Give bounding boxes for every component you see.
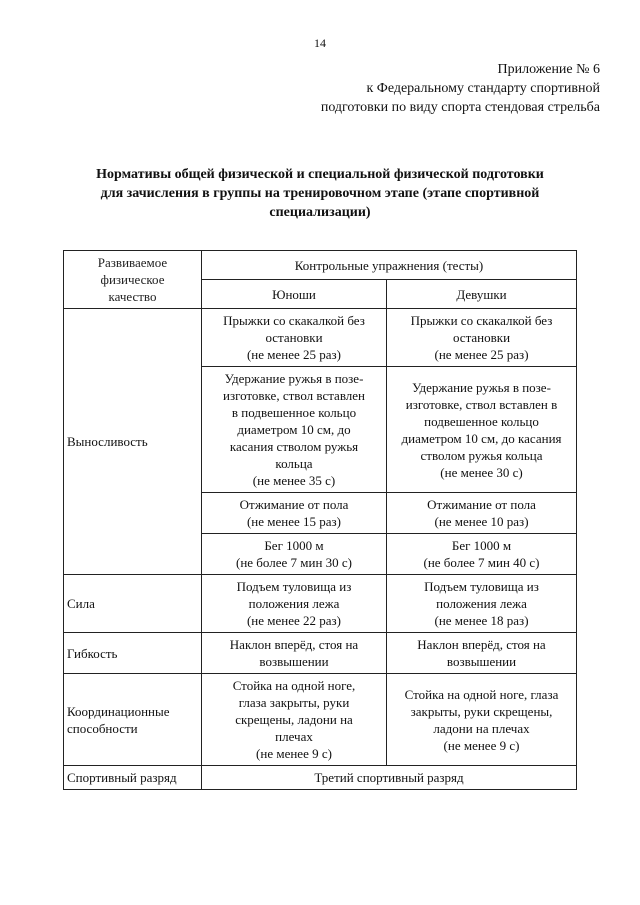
cell-line: Бег 1000 м xyxy=(264,538,324,553)
girls-cell xyxy=(387,575,577,633)
quality-coordination-cell xyxy=(64,674,202,766)
boys-cell xyxy=(202,534,387,575)
table-row xyxy=(64,575,577,633)
cell-line: изготовке, ствол вставлен в xyxy=(405,396,558,412)
cell-line: (не менее 9 с) xyxy=(256,746,332,761)
cell-line: диаметром 10 см, до xyxy=(237,422,351,437)
cell-line: Подъем туловища из xyxy=(236,579,352,594)
page-number: 14 xyxy=(314,36,326,50)
cell-line: Координационные xyxy=(67,703,170,719)
norms-table xyxy=(63,250,577,790)
cell-line: Бег 1000 м xyxy=(451,538,512,553)
cell-line: изготовке, ствол вставлен xyxy=(222,388,366,403)
cell-line: Отжимание от пола xyxy=(239,497,349,512)
boys-cell xyxy=(202,633,387,674)
document-title xyxy=(60,165,580,222)
cell-line: (не менее 25 раз) xyxy=(246,347,342,362)
table-row xyxy=(64,674,577,766)
girls-cell xyxy=(387,534,577,575)
header-quality-line: Развиваемое xyxy=(97,255,168,270)
header-tests-cell: Контрольные упражнения (тесты) xyxy=(202,251,577,280)
cell-line: (не менее 10 раз) xyxy=(434,514,529,529)
table-row xyxy=(64,633,577,674)
cell-line: глаза закрыты, руки xyxy=(238,695,350,710)
cell-line: скрещены, ладони на xyxy=(235,712,353,727)
table-row xyxy=(64,309,577,367)
quality-endurance-cell: Выносливость xyxy=(64,309,202,575)
girls-cell xyxy=(387,674,577,766)
cell-line: подвешенное кольцо xyxy=(424,413,539,429)
cell-line: в подвешенное кольцо xyxy=(231,405,357,420)
cell-line: (не менее 15 раз) xyxy=(246,514,342,529)
cell-line: Прыжки со скакалкой без xyxy=(410,313,553,328)
cell-line: диаметром 10 см, до касания xyxy=(401,430,562,446)
cell-line: (не менее 35 с) xyxy=(252,473,336,488)
cell-line: остановки xyxy=(265,330,323,345)
cell-line: (не менее 9 с) xyxy=(443,737,520,753)
cell-line: стволом ружья кольца xyxy=(420,447,543,463)
quality-rank-cell: Спортивный разряд xyxy=(64,766,202,790)
cell-line: (не менее 22 раз) xyxy=(246,613,342,628)
boys-cell xyxy=(202,367,387,493)
cell-line: Отжимание от пола xyxy=(427,497,536,512)
cell-line: возвышении xyxy=(446,654,517,669)
quality-flexibility-cell: Гибкость xyxy=(64,633,202,674)
header-quality-line: качество xyxy=(108,289,157,304)
cell-line: возвышении xyxy=(259,654,329,669)
cell-line: ладони на плечах xyxy=(433,720,530,736)
table-header-row xyxy=(64,251,577,280)
cell-line: касания стволом ружья xyxy=(229,439,359,454)
appendix-line: Приложение № 6 xyxy=(497,62,600,77)
girls-cell xyxy=(387,493,577,534)
appendix-line: подготовки по виду спорта стендовая стрельба xyxy=(320,100,600,115)
boys-cell xyxy=(202,575,387,633)
header-quality-line: физическое xyxy=(100,272,165,287)
cell-line: (не более 7 мин 40 с) xyxy=(423,555,540,570)
cell-line: Наклон вперёд, стоя на xyxy=(417,637,546,652)
title-line: для зачисления в группы на тренировочном этапе (этапе спортивной xyxy=(100,186,540,201)
cell-line: (не менее 25 раз) xyxy=(434,347,529,362)
cell-line: Удержание ружья в позе- xyxy=(412,379,551,395)
boys-cell xyxy=(202,309,387,367)
rank-value-cell: Третий спортивный разряд xyxy=(202,766,577,790)
appendix-header xyxy=(280,60,600,117)
girls-cell xyxy=(387,367,577,493)
cell-line: Стойка на одной ноге, глаза xyxy=(404,686,559,702)
header-girls-cell: Девушки xyxy=(387,280,577,309)
cell-line: (не менее 30 с) xyxy=(440,464,523,480)
cell-line: остановки xyxy=(452,330,511,345)
cell-line: Подъем туловища из xyxy=(424,579,539,594)
boys-cell xyxy=(202,493,387,534)
header-quality-cell xyxy=(64,251,202,309)
cell-line: (не менее 18 раз) xyxy=(434,613,529,628)
cell-line: плечах xyxy=(275,729,313,744)
cell-line: кольца xyxy=(275,456,313,471)
cell-line: способности xyxy=(67,720,138,736)
table-row xyxy=(64,766,577,790)
appendix-line: к Федеральному стандарту спортивной xyxy=(366,81,600,96)
girls-cell xyxy=(387,309,577,367)
cell-line: положения лежа xyxy=(436,596,527,611)
cell-line: Прыжки со скакалкой без xyxy=(223,313,365,328)
cell-line: Стойка на одной ноге, xyxy=(232,678,356,693)
cell-line: Удержание ружья в позе- xyxy=(224,371,364,386)
cell-line: Наклон вперёд, стоя на xyxy=(229,637,359,652)
boys-cell xyxy=(202,674,387,766)
title-line: Нормативы общей физической и специальной физической подготовки xyxy=(96,167,544,182)
header-boys-cell: Юноши xyxy=(202,280,387,309)
quality-strength-cell: Сила xyxy=(64,575,202,633)
girls-cell xyxy=(387,633,577,674)
cell-line: закрыты, руки скрещены, xyxy=(410,703,553,719)
cell-line: (не более 7 мин 30 с) xyxy=(235,555,353,570)
cell-line: положения лежа xyxy=(248,596,340,611)
title-line: специализации) xyxy=(269,205,371,220)
